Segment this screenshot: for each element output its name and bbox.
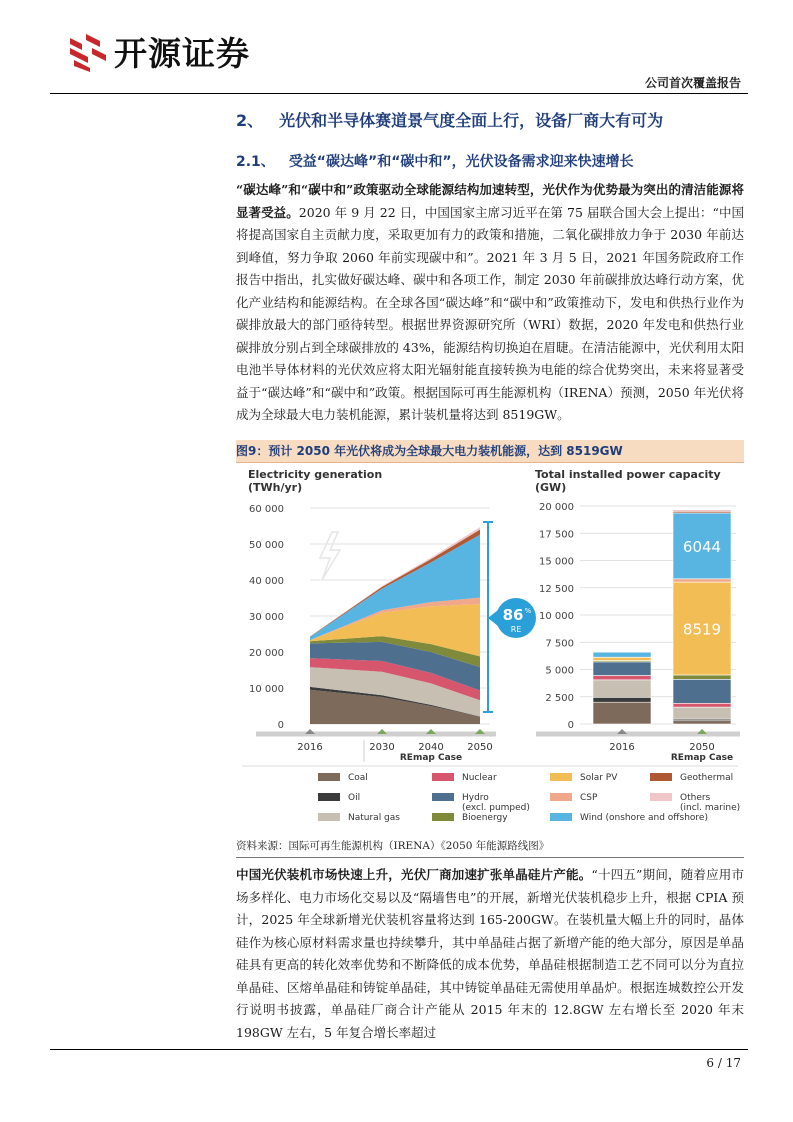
bar-segment-2016-natural-gas <box>593 680 651 697</box>
bar-segment-2016-hydro-excl-pumped- <box>593 662 651 676</box>
paragraph-1 <box>236 179 744 427</box>
report-type-label: 公司首次覆盖报告 <box>644 76 741 90</box>
bar-segment-2050-csp <box>673 579 731 582</box>
left-y-tick-label: 20 000 <box>249 648 284 659</box>
left-area-chart <box>249 504 536 763</box>
legend-label: Bioenergy <box>462 813 508 823</box>
legend-label: Solar PV <box>580 773 618 783</box>
source-divider <box>236 857 744 858</box>
legend-label: CSP <box>580 793 598 803</box>
legend-label: Others <box>680 793 711 803</box>
legend-label: Geothermal <box>680 773 734 783</box>
subsection-number: 2.1、 <box>236 154 275 170</box>
legend-sublabel: (excl. pumped) <box>462 803 530 813</box>
bar-segment-2050-nuclear <box>673 703 731 707</box>
header-divider <box>50 93 748 94</box>
left-y-tick-label: 0 <box>277 720 284 731</box>
right-y-tick-label: 7 500 <box>545 638 574 650</box>
legend-swatch-oil <box>318 793 340 801</box>
legend-swatch-bioenergy <box>432 813 454 821</box>
lightning-watermark-icon <box>320 532 340 580</box>
paragraph-1-lead: “碳达峰”和“碳中和”政策驱动全球能源结构加速转型，光伏作为优势最为突出的清洁能源将显著受益。 <box>236 182 744 220</box>
re-share-unit: % <box>524 607 532 615</box>
legend-swatch-hydro <box>432 793 454 801</box>
left-y-tick-label: 60 000 <box>249 504 284 515</box>
subsection-heading <box>236 151 634 171</box>
bar-segment-2050-natural-gas <box>673 707 731 719</box>
section-title: 光伏和半导体赛道景气度全面上行，设备厂商大有可为 <box>279 111 664 130</box>
figure-chart <box>236 462 744 834</box>
right-x-tick-label: 2050 <box>689 742 715 753</box>
section-heading <box>236 108 663 131</box>
right-y-tick-label: 15 000 <box>539 556 574 568</box>
legend-swatch-wind <box>550 813 572 821</box>
figure-source: 资料来源：国际可再生能源机构（IRENA）《2050 年能源路线图》 <box>236 840 550 852</box>
figure-title: 图9：预计 2050 年光伏将成为全球最大电力装机能源，达到 8519GW <box>236 440 744 463</box>
legend-label: Natural gas <box>348 813 400 823</box>
brand-name: 开源证券 <box>114 34 250 73</box>
bar-segment-2050-bioenergy <box>673 675 731 679</box>
legend-swatch-geothermal <box>650 773 672 781</box>
left-y-tick-label: 10 000 <box>249 684 284 695</box>
right-bar-chart <box>536 502 740 763</box>
right-y-tick-label: 12 500 <box>539 583 574 595</box>
paragraph-2-body: “十四五”期间，随着应用市场多样化、电力市场化交易以及“隔墙售电”的开展，新增光伏装机稳步上升，根据 CPIA 预计，2025 年全球新增光伏装机容量将达到 165-200GW。在装机量大幅上升的同时，晶体硅作为核心原材料需求量也持续攀升，其中单晶硅占据了新增产能的绝大部分，原因是单晶硅具有更高的转化效率优势和不断降低的成本优势，单晶硅根据制造工艺不同可以分为直拉单晶硅、区熔单晶硅和铸锭单晶硅，其中铸锭单晶硅无需使用单晶炉。根据连城数控公开发行说明书披露，单晶硅厂商合计产能从 2015 年末的 12.8GW 左右增长至 2020 年末 198GW 左右，5 年复合增长率超过 <box>236 867 744 1040</box>
left-y-tick-label: 40 000 <box>249 576 284 587</box>
brand-logo-icon <box>66 30 108 72</box>
bar-segment-2016-coal <box>593 702 651 724</box>
left-x-group-label: REmap Case <box>399 753 463 763</box>
right-y-tick-label: 0 <box>567 720 574 731</box>
legend-label: Nuclear <box>462 773 497 783</box>
left-x-tick-label: 2050 <box>467 742 493 753</box>
legend-sublabel: (incl. marine) <box>680 803 741 813</box>
right-y-tick-label: 10 000 <box>539 611 574 622</box>
right-y-tick-label: 5 000 <box>545 665 574 677</box>
right-y-tick-label: 20 000 <box>539 502 574 513</box>
re-share-label: RE <box>510 625 522 634</box>
bar-segment-2016-nuclear <box>593 675 651 679</box>
subsection-title: 受益“碳达峰”和“碳中和”，光伏设备需求迎来快速增长 <box>288 154 634 170</box>
legend-label: Wind (onshore and offshore) <box>580 813 708 823</box>
re-share-value: 86 <box>502 606 524 624</box>
left-x-tick-label: 2040 <box>418 742 444 753</box>
left-x-tick-label: 2016 <box>297 742 323 753</box>
legend-swatch-solar-pv <box>550 773 572 781</box>
bar-segment-2016-wind-onshore-and-offshore- <box>593 652 651 657</box>
left-x-tick-label: 2030 <box>369 742 395 753</box>
left-chart-title: Electricity generation <box>248 468 383 481</box>
bar-segment-2016-oil <box>593 697 651 702</box>
paragraph-2 <box>236 864 744 1044</box>
right-y-tick-label: 17 500 <box>539 529 574 541</box>
legend-label: Oil <box>348 793 361 803</box>
bar-segment-2016-solar-pv <box>593 657 651 660</box>
legend-swatch-coal <box>318 773 340 781</box>
right-chart-subtitle: (GW) <box>535 481 567 494</box>
legend-swatch-csp <box>550 793 572 801</box>
right-chart-title: Total installed power capacity <box>535 468 721 481</box>
left-y-tick-label: 30 000 <box>249 612 284 623</box>
re-badge-pointer <box>488 610 498 626</box>
page-number: 6 / 17 <box>706 1056 741 1070</box>
left-chart-subtitle: (TWh/yr) <box>248 481 303 494</box>
paragraph-2-lead: 中国光伏装机市场快速上升，光伏厂商加速扩张单晶硅片产能。 <box>236 867 592 882</box>
bar-segment-2050-hydro-excl-pumped- <box>673 679 731 703</box>
right-x-group-label: REmap Case <box>670 753 734 763</box>
legend-swatch-nuclear <box>432 773 454 781</box>
section-number: 2、 <box>236 111 264 130</box>
footer-divider <box>50 1049 748 1050</box>
legend-swatch-natural-gas <box>318 813 340 821</box>
solar-2050-label: 8519 <box>682 620 722 639</box>
legend-label: Hydro <box>462 793 489 803</box>
wind-2050-label: 6044 <box>682 537 722 556</box>
right-y-tick-label: 2 500 <box>545 692 574 704</box>
right-x-tick-label: 2016 <box>609 742 635 753</box>
bar-segment-2050-coal <box>673 721 731 724</box>
left-y-tick-label: 50 000 <box>249 540 284 551</box>
legend-swatch-others <box>650 793 672 801</box>
paragraph-1-body: 2020 年 9 月 22 日，中国国家主席习近平在第 75 届联合国大会上提出：“中国将提高国家自主贡献力度，采取更加有力的政策和措施，二氧化碳排放力争于 2030 年前达到峰值，努力争取 2060 年前实现碳中和”。2021 年 3 月 5 日，2021 年国务院政府工作报告中指出，扎实做好碳达峰、碳中和各项工作，制定 2030 年前碳排放达峰行动方案，优化产业结构和能源结构。在全球各国“碳达峰”和“碳中和”政策推动下，发电和供热行业作为碳排放最大的部门亟待转型。根据世界资源研究所（WRI）数据，2020 年发电和供热行业碳排放分别占到全球碳排放的 43%，能源结构切换迫在眉睫。在清洁能源中，光伏利用太阳电池半导体材料的光伏效应将太阳光辐射能直接转换为电能的综合优势突出，未来将显著受益于“碳达峰”和“碳中和”政策。根据国际可再生能源机构（IRENA）预测，2050 年光伏将成为全球最大电力装机能源，累计装机量将达到 8519GW。 <box>236 204 744 422</box>
chart-legend <box>242 766 740 823</box>
legend-label: Coal <box>348 773 368 783</box>
bar-segment-2050-others-incl-marine- <box>673 510 731 512</box>
